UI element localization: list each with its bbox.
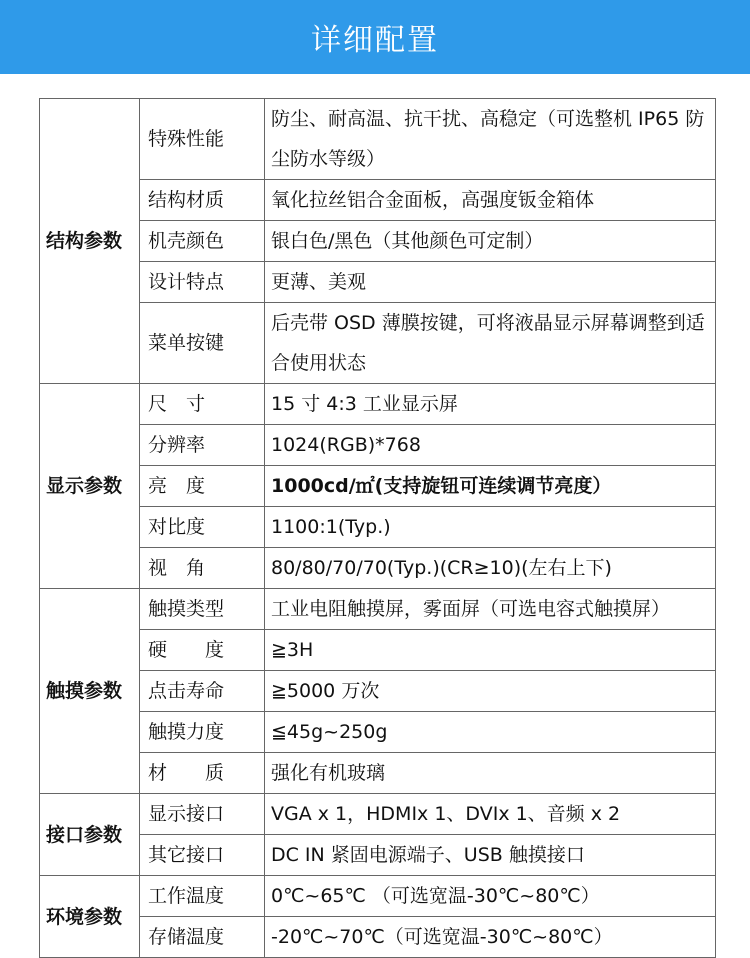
row-label: 点击寿命 (140, 671, 265, 712)
row-value: -20℃~70℃（可选宽温-30℃~80℃） (265, 917, 716, 958)
row-label: 存储温度 (140, 917, 265, 958)
group-touch: 触摸参数 (40, 589, 140, 794)
row-value: 后壳带 OSD 薄膜按键，可将液晶显示屏幕调整到适合使用状态 (265, 303, 716, 384)
row-label: 特殊性能 (140, 99, 265, 180)
table-row (40, 180, 716, 221)
table-row (40, 630, 716, 671)
table-row (40, 794, 716, 835)
row-label: 分辨率 (140, 425, 265, 466)
row-value: 1000cd/㎡(支持旋钮可连续调节亮度） (265, 466, 716, 507)
row-value: 银白色/黑色（其他颜色可定制） (265, 221, 716, 262)
table-row (40, 384, 716, 425)
row-label: 工作温度 (140, 876, 265, 917)
group-interface: 接口参数 (40, 794, 140, 876)
row-value: 80/80/70/70(Typ.)(CR≥10)(左右上下) (265, 548, 716, 589)
row-label: 显示接口 (140, 794, 265, 835)
row-label: 材 质 (140, 753, 265, 794)
row-value: ≧5000 万次 (265, 671, 716, 712)
row-label: 视 角 (140, 548, 265, 589)
row-label: 对比度 (140, 507, 265, 548)
row-label: 亮 度 (140, 466, 265, 507)
row-label: 触摸力度 (140, 712, 265, 753)
row-label: 其它接口 (140, 835, 265, 876)
row-label: 设计特点 (140, 262, 265, 303)
row-value: VGA x 1，HDMIx 1、DVIx 1、音频 x 2 (265, 794, 716, 835)
row-value: 1024(RGB)*768 (265, 425, 716, 466)
table-row (40, 876, 716, 917)
table-row (40, 671, 716, 712)
row-value: 更薄、美观 (265, 262, 716, 303)
spec-table (39, 98, 716, 958)
row-value: ≧3H (265, 630, 716, 671)
row-value: 0℃~65℃ （可选宽温-30℃~80℃） (265, 876, 716, 917)
table-row (40, 548, 716, 589)
row-value: 强化有机玻璃 (265, 753, 716, 794)
table-row (40, 99, 716, 180)
table-row (40, 835, 716, 876)
page-title: 详细配置 (311, 23, 439, 58)
group-display: 显示参数 (40, 384, 140, 589)
table-row (40, 507, 716, 548)
table-row (40, 753, 716, 794)
table-row (40, 262, 716, 303)
row-value: 工业电阻触摸屏，雾面屏（可选电容式触摸屏） (265, 589, 716, 630)
table-row (40, 589, 716, 630)
table-row (40, 917, 716, 958)
row-label: 触摸类型 (140, 589, 265, 630)
row-value: DC IN 紧固电源端子、USB 触摸接口 (265, 835, 716, 876)
row-value: 防尘、耐高温、抗干扰、高稳定（可选整机 IP65 防尘防水等级） (265, 99, 716, 180)
row-value: ≦45g~250g (265, 712, 716, 753)
group-structure: 结构参数 (40, 99, 140, 384)
table-row (40, 303, 716, 384)
row-value: 15 寸 4:3 工业显示屏 (265, 384, 716, 425)
row-label: 菜单按键 (140, 303, 265, 384)
row-label: 结构材质 (140, 180, 265, 221)
table-row (40, 221, 716, 262)
row-label: 机壳颜色 (140, 221, 265, 262)
row-label: 尺 寸 (140, 384, 265, 425)
header-banner (0, 0, 750, 74)
group-environment: 环境参数 (40, 876, 140, 958)
table-row (40, 425, 716, 466)
row-value: 1100:1(Typ.) (265, 507, 716, 548)
table-row (40, 712, 716, 753)
row-label: 硬 度 (140, 630, 265, 671)
spec-table-container (39, 98, 715, 958)
row-value: 氧化拉丝铝合金面板，高强度钣金箱体 (265, 180, 716, 221)
table-row (40, 466, 716, 507)
